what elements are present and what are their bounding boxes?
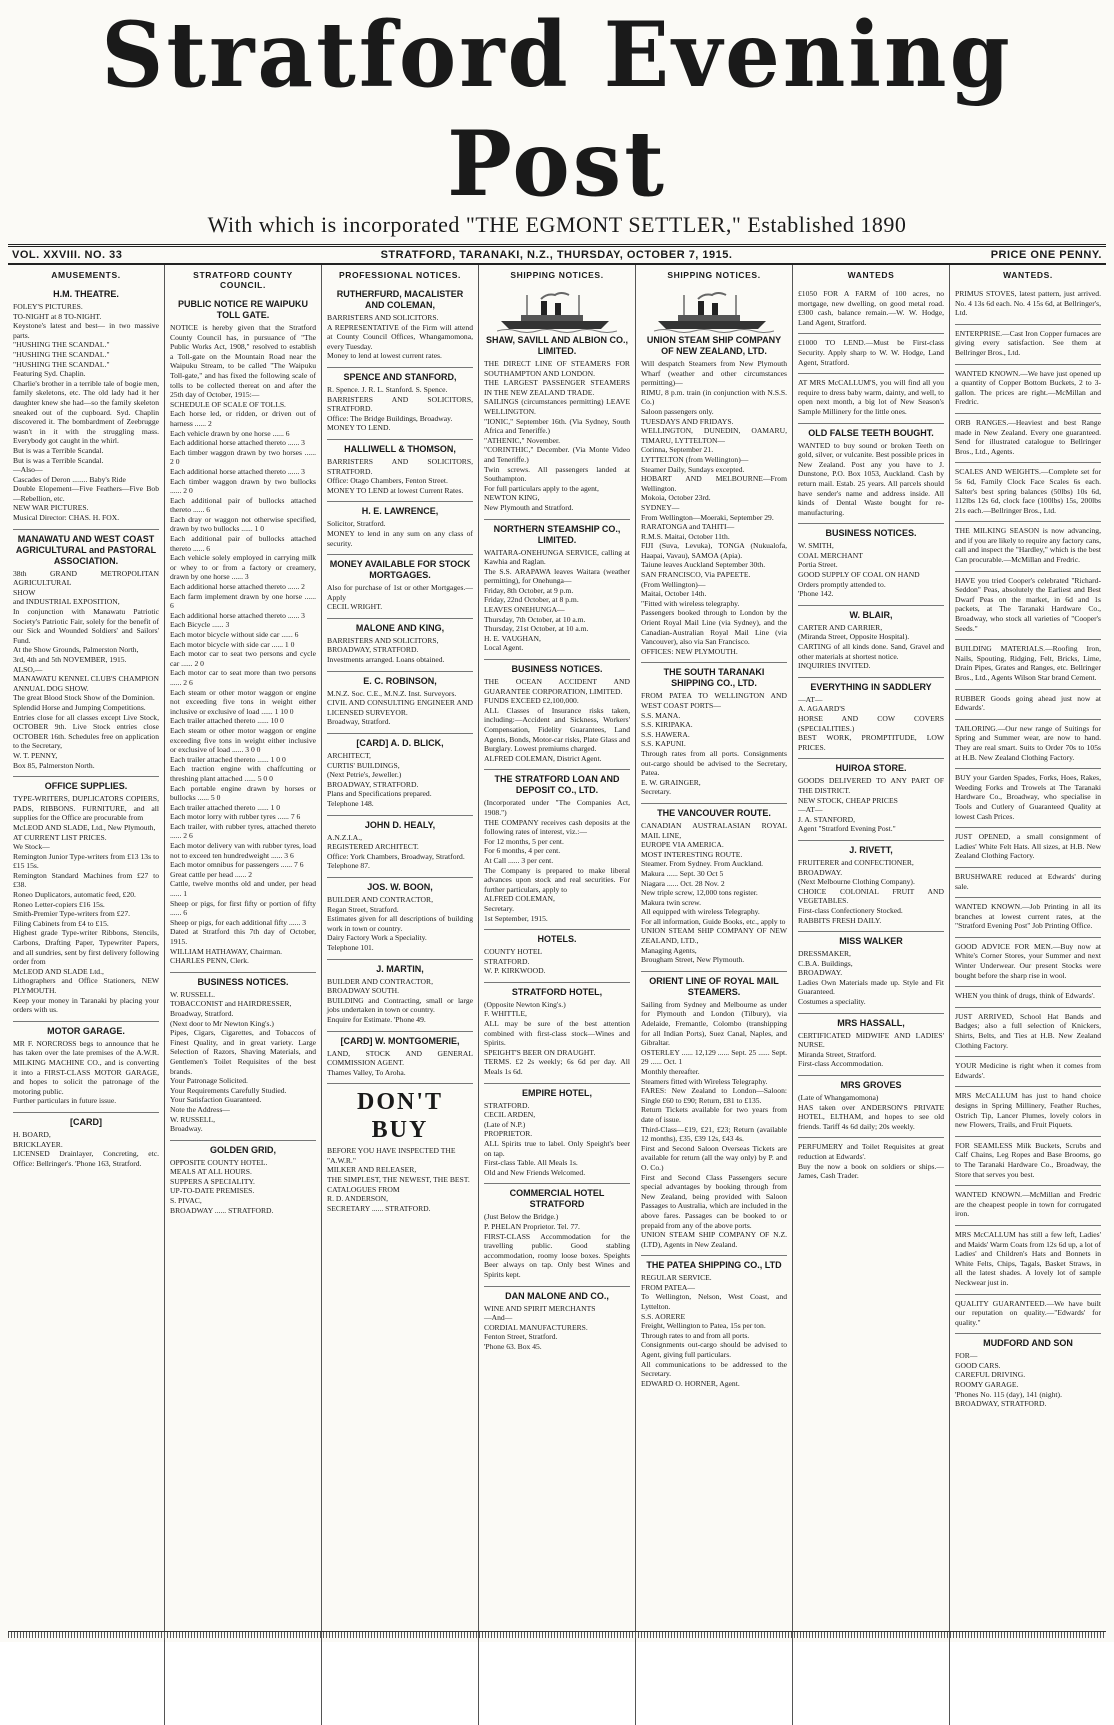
ad-title: PUBLIC NOTICE RE WAIPUKU TOLL GATE. [177,299,308,320]
ad-body: ORB RANGES.—Heaviest and best Range made in New Zealand. Every one guaranteed. Send for illustrated catalogue to Bellringer Bros., Ltd., Agents. [955,417,1101,456]
advertisement [327,1032,473,1085]
ad-title: COMMERCIAL HOTEL STRATFORD [509,1188,605,1210]
advertisement [798,678,944,760]
masthead [8,1,1106,238]
advertisement [327,878,473,960]
advertisement [955,828,1101,868]
ad-body: JUST OPENED, a small consignment of Ladies' White Felt Hats. All sizes, at H.B. New Zealand Clothing Factory. [955,832,1101,861]
ad-body: M.N.Z. Soc. C.E., M.N.Z. Inst. Surveyors. CIVIL AND CONSULTING ENGINEER AND LICENSED SURVEYOR. Broadway, Stratford. [327,688,473,727]
advertisement [955,325,1101,365]
column-heading: WANTEDS. [1003,270,1053,280]
column-7 [950,265,1106,1725]
advertisement [170,973,316,1141]
advertisement [641,663,787,804]
ad-title: HOTELS. [537,934,577,945]
advertisement [798,1014,944,1076]
ad-body: YOUR Medicine is right when it comes from Edwards'. [955,1061,1101,1080]
advertisement [955,1226,1101,1295]
ad-title: HALLIWELL & THOMSON, [344,443,456,454]
ad-title: HUIROA STORE. [835,763,907,774]
advertisement [955,522,1101,571]
ad-body: MRS McCALLUM has still a few left, Ladies' and Maids' Warm Coats from 12s 6d up, a lot of Ladies' and Children's Hats and Bonnets in White Felts, Chips, Tagals, Basket Straws, in all the latest shades. A lovely lot of sample Neckwear just in. [955,1229,1101,1287]
advertisement [955,690,1101,720]
ad-body: LAND, STOCK AND GENERAL COMMISSION AGENT. Thames Valley, To Aroha. [327,1048,473,1077]
ad-body: NOTICE is hereby given that the Stratford County Council has, in pursuance of "The Public Works Act, 1908," resolved to establish a Toll-gate on the Mountain Road near the Waipuku Stream, to be called "The Waipuku Toll-gate," and has fixed the following scale of tolls to be collected thereat on and after the 25th day of October, 1915:— SCHEDULE OF SCALE OF TOLLS. Each horse led, or ridden, or driven out of harness ...... 2 Each vehicle drawn by one horse ...... 6 Each additional horse attached thereto ...... 3 Each timber waggon drawn by two horses ...... 2 0 Each additional horse attached thereto ...... 3 Each timber waggon drawn by two bullocks ...... 2 0 Each additional pair of bullocks attached thereto ...... 6 Each dray or waggon not otherwise specified, drawn by two bullocks ...... 1 0 Each additional pair of bullocks attached thereto ...... 6 Each vehicle solely employed in carrying milk or whey to or from a factory or creamery, drawn by one horse ...... 3 Each additional horse attached thereto ...... 2 Each farm implement drawn by one horse ...... 6 Each additional horse attached thereto ...... 3 Each Bicycle ...... 3 Each motor bicycle without side car ...... 6 Each motor bicycle with side car ...... 1 0 Each motor car to seat two persons and cycle car ...... 2 0 Each motor car to seat more than two persons ...... 2 6 Each steam or other motor waggon or engine not exceeding five tons in weight either inclusive or exclusive of load ...... 1 10 0 Each trailer attached thereto ...... 10 0 Each steam or other motor waggon or engine exceeding five tons in weight either inclusive or exclusive of load ...... 3 0 0 Each trailer attached thereto ...... 1 0 0 Each traction engine with chaffcutting or threshing plant attached ...... 5 0 0 Each portable engine drawn by horses or bullocks ...... 5 0 Each trailer attached thereto ...... 1 0 Each motor lorry with rubber tyres ...... 7 6 Each trailer, with rubber tyres, attached thereto ...... 2 6 Each motor delivery van with rubber tyres, load not to exceed ten hundredweight ...... 3 6 Each motor omnibus for passengers ...... 7 6 Great cattle per head ...... 2 Cattle, twelve months old and under, per head ...... 1 Sheep or pigs, for first fifty or portion of fifty ...... 6 Sheep or pigs, for each additional fifty ...... 3 Dated at Stratford this 7th day of October, 1915. WILLIAM HATHAWAY, Chairman. CHARLES PENN, Clerk. [170,323,316,966]
advertisement [798,524,944,606]
ad-title: BUSINESS NOTICES. [511,664,603,675]
ad-body: BEFORE YOU HAVE INSPECTED THE "A.W.R." MILKER AND RELEASER, THE SIMPLEST, THE NEWEST, THE BEST. CATALOGUES FROM R. D. ANDERSON, SECRETARY ...... STRATFORD. [327,1146,470,1213]
ad-title: NORTHERN STEAMSHIP CO., LIMITED. [493,523,621,545]
advertisement [798,424,944,525]
ad-title: E. C. ROBINSON, [363,675,437,686]
ad-title: OLD FALSE TEETH BOUGHT. [808,427,934,438]
advertisement [484,1084,630,1185]
ad-body: WANTED KNOWN.—Job Printing in all its branches at lowest current rates, at the "Stratford Evening Post" Job Printing Office. [955,902,1101,931]
ad-body: MR F. NORCROSS begs to announce that he has taken over the late premises of the A.W.R. MILKING MACHINE CO., and is converting it into a FIRST-CLASS MOTOR GARAGE, and hopes to solicit the patronage of the motoring public. Further particulars in future issue. [13,1038,159,1106]
advertisement [327,619,473,672]
ad-body: WANTED to buy sound or broken Teeth on gold, silver, or vulcanite. Best possible prices in New Zealand. Post any you have to J. Dunstone, P.O. Box 1053, Auckland. Cash by return mail. Estab. 25 years. All parcels should have sender's name and address inside. All kinds of Dental Waste bought for re-manufacturing. [798,440,944,517]
ad-body: MRS McCALLUM has just to hand choice designs in Spring Millinery, Feather Ruches, Ostrich Tip, Lancer Plumes, lovely colors in new Flowers, Trails, and Fruit Piquets. [955,1091,1101,1130]
advertisement [955,365,1101,414]
ad-body: RUBBER Goods going ahead just now at Edwards'. [955,693,1101,713]
ad-title: [CARD] W. MONTGOMERIE, [340,1035,460,1046]
price: PRICE ONE PENNY. [990,249,1102,261]
advertisement [955,987,1101,1008]
newspaper-title: Stratford Evening Post [101,1,1013,218]
ad-body: W. SMITH, COAL MERCHANT Portia Street. GOOD SUPPLY OF COAL ON HAND Orders promptly attended to. 'Phone 142. [798,541,920,599]
advertisement [955,285,1101,325]
ad-body: CERTIFICATED MIDWIFE AND LADIES' NURSE. Miranda Street, Stratford. First-class Accommodation. [798,1030,944,1069]
ad-title: MALONE AND KING, [355,622,445,633]
ad-title: MUDFORD AND SON [983,1338,1073,1349]
advertisement [955,1008,1101,1057]
advertisement [955,1137,1101,1186]
ad-body: Also for purchase of 1st or other Mortgages.—Apply CECIL WRIGHT. [327,583,473,612]
ad-title: JOHN D. HEALY, [364,819,436,830]
advertisement [641,285,787,663]
ad-title: MRS HASSALL, [837,1017,905,1028]
ad-body: FRUITERER and CONFECTIONER, BROADWAY. (Next Melbourne Clothing Company). CHOICE COLONIAL FRUIT AND VEGETABLES. First-class Confectionery Stocked. RABBITS FRESH DAILY. [798,857,944,925]
ad-body: BARRISTERS AND SOLICITORS, STRATFORD. Office: Otago Chambers, Fenton Street. MONEY TO LEND at lowest Current Rates. [327,456,473,495]
columns [8,265,1106,1725]
advertisement [327,734,473,816]
ad-body: WINE AND SPIRIT MERCHANTS —And— CORDIAL MANUFACTURERS. Fenton Street, Stratford. 'Phone 63. Box 45. [484,1303,596,1351]
column-5 [636,265,793,1725]
ad-body: WANTED KNOWN.—We have just opened up a quantity of Copper Bottom Buckets, 2 to 3-gallon. The prices are right.—McMillan and Fredric. [955,368,1101,407]
ad-body: HAVE you tried Cooper's celebrated "Richard-Seddon" Peas, absolutely the Earliest and Best Dwarf Peas on the market, in 6d and 1s packets, at The Taranaki Hardware Co., Broadway, who stock all varieties of "Cooper's Seeds." [955,575,1101,633]
ad-body: £1000 TO LEND.—Must be First-class Security. Apply sharp to W. W. Hodge, Land Agent, Stratford. [798,338,944,367]
advertisement [798,932,944,1014]
ad-body: BUILDING MATERIALS.—Roofing Iron, Nails, Spouting, Ridging, Felt, Bricks, Lime, Drain Pipes, Grates and Ranges, etc. Bellringer Bros., Ltd., Agents Wilson Star brand Cement. [955,644,1101,682]
ad-body: OPPOSITE COUNTY HOTEL. MEALS AT ALL HOURS. SUPPERS A SPECIALITY. UP-TO-DATE PREMISES. S. PIVAC, BROADWAY ...... STRATFORD. [170,1157,274,1215]
advertisement [955,572,1101,641]
advertisement [955,1186,1101,1226]
ad-body: GOOD ADVICE FOR MEN.—Buy now at White's Corner Stores, your Summer and next Winter Underwear. Our present Stocks were bought before the sharp rise in wool. [955,941,1101,980]
advertisement [484,520,630,661]
ad-title: JOS. W. BOON, [367,881,433,892]
advertisement [955,898,1101,938]
ad-body: Sailing from Sydney and Melbourne as under for Plymouth and London (Tilbury), via Adelaide, Fremantle, Colombo (transhipping for all Indian Ports), Suez Canal, Naples, and Gibraltar. OSTERLEY ...... 12,129 ...... Sept. 25 ...... Sept. 29 ...... Oct. 1 Monthly thereafter. Steamers fitted with Wireless Telegraphy. FARES: New Zealand to London—Saloon: Single £60 to £90; Return, £81 to £135. Return Tickets available for two years from date of issue. Third-Class—£19, £21, £23; Return (available 12 months), £35, £39 12s, £43 4s. First and Second Saloon Overseas Tickets are available for return (all the way only) by P. and O. Co.) First and Second Class Passengers secure special advantages by booking through from New Zealand, being provided with Saloon Passages to Australia, which are included in the above fares. Passages can be booked to or prepaid from any of the above ports. UNION STEAM SHIP COMPANY OF N.Z. (LTD), Agents in New Zealand. [641,999,787,1249]
ad-title: MOTOR GARAGE. [47,1025,125,1036]
advertisement [798,759,944,841]
ad-title: MISS WALKER [839,936,903,947]
ad-title: SPENCE AND STANFORD, [343,371,457,382]
ad-title: EVERYTHING IN SADDLERY [810,681,932,692]
ad-body: A.N.Z.I.A., REGISTERED ARCHITECT. Office: York Chambers, Broadway, Stratford. Telephone 87. [327,832,465,871]
ad-body: BUILDER AND CONTRACTOR, BROADWAY SOUTH. BUILDING and Contracting, small or large jobs undertaken in town or country. Enquire for Estimate. 'Phone 49. [327,976,473,1024]
advertisement [327,368,473,440]
ad-title: H. E. LAWRENCE, [361,506,439,517]
advertisement [955,938,1101,987]
ad-body: (Late of Whangamomona) HAS taken over ANDERSON'S PRIVATE HOTEL, ELTHAM, and hopes to see old friends. Tariff 4s 6d daily; 20s weekly. [798,1093,944,1131]
ad-body: ENTERPRISE.—Cast Iron Copper furnaces are giving every satisfaction. See them at Bellringer Bros., Ltd. [955,328,1101,357]
ad-body: FROM PATEA TO WELLINGTON AND WEST COAST PORTS— S.S. MANA. S.S. KIRIPAKA. S.S. HAWERA. S.S. KAPUNI. Through rates from all ports. Consignments out-cargo should be advised to the Secretary, Patea. E. W. GRAINGER, Secretary. [641,691,787,797]
advertisement [484,983,630,1084]
ad-title: MRS GROVES [840,1080,902,1091]
ad-body: (Opposite Newton King's.) F. WHITTLE, ALL may be sure of the best attention combined with first-class stock—Wines and Spirits. SPEIGHT'S BEER ON DRAUGHT. TERMS. £2 2s weekly; 6s 6d per day. All Meals 1s 6d. [484,999,630,1077]
ad-title: RUTHERFURD, MACALISTER AND COLEMAN, [336,289,464,310]
advertisement [13,1113,159,1174]
advertisement [327,502,473,555]
ad-title: DON'T BUY [356,1089,443,1144]
advertisement [327,440,473,502]
advertisement [484,930,630,983]
ad-body: CANADIAN AUSTRALASIAN ROYAL MAIL LINE, EUROPE VIA AMERICA. MOST INTERESTING ROUTE. Steamer. From Sydney. From Auckland. Makura ...... Sept. 30 Oct 5 Niagara ...... Oct. 28 Nov. 2 New triple screw, 12,000 tons register. Makura twin screw. All equipped with wireless Telegraphy. For all information, Guide Books, etc., apply to UNION STEAM SHIP COMPANY OF NEW ZEALAND, LTD., Managing Agents, Brougham Street, New Plymouth. [641,820,787,965]
ad-title: H.M. THEATRE. [53,289,119,299]
advertisement [798,841,944,932]
advertisement [641,804,787,972]
ad-title: MONEY AVAILABLE FOR STOCK MORTGAGES. [329,559,471,581]
ad-body: JUST ARRIVED, School Hat Bands and Badges; also a full selection of Knickers, Shirts, Belts, and Ties at H.B. New Zealand Clothing Factory. [955,1011,1101,1050]
newspaper-subtitle: With which is incorporated "THE EGMONT SETTLER," Established 1890 [207,212,907,237]
ad-body: BUY your Garden Spades, Forks, Hoes, Rakes, Weeding Forks and Trowels at The Taranaki Hardware Co., Broadway, who specialise in Tools and Cutlery of Guaranteed Quality at lowest Cash Prices. [955,773,1101,821]
advertisement [484,1184,630,1286]
column-heading: WANTEDS [847,270,895,280]
ad-body: THE MILKING SEASON is now advancing, and if you are likely to require any factory cans, call and inspect the "Hardley," which is the best Can procurable.—McMillan and Fredric. [955,526,1101,565]
steamship-illustration [497,291,617,333]
advertisement [955,720,1101,769]
advertisement [13,1022,159,1113]
advertisement [484,770,630,930]
issue-date: STRATFORD, TARANAKI, N.Z., THURSDAY, OCTOBER 7, 1915. [380,249,733,261]
advertisement [484,660,630,770]
column-heading: STRATFORD COUNTY COUNCIL. [193,270,293,290]
column-heading: PROFESSIONAL NOTICES. [338,270,461,280]
ad-title: [CARD] [70,1116,102,1127]
advertisement [955,640,1101,689]
ad-body: CARTER AND CARRIER, (Miranda Street, Opposite Hospital). CARTING of all kinds done. Sand, Gravel and other materials at shortest notice. INQUIRIES INVITED. [798,622,944,671]
advertisement [955,1087,1101,1136]
column-2 [165,265,322,1725]
ad-body: (Incorporated under "The Companies Act, 1908.") THE COMPANY receives cash deposits at the following rates of interest, viz.:— For 12 months, 5 per cent. For 6 months, 4 per cent. At Call ...... 3 per cent. The Company is prepared to make liberal advances upon stock and real securities. For further particulars, apply to ALFRED COLEMAN, Secretary. 1st September, 1915. [484,798,630,923]
advertisement [798,1076,944,1138]
ad-title: BUSINESS NOTICES. [197,976,289,987]
advertisement [327,960,473,1032]
advertisement [13,285,159,530]
ad-body: THE DIRECT LINE OF STEAMERS FOR SOUTHAMPTON AND LONDON. THE LARGEST PASSENGER STEAMERS IN THE NEW ZEALAND TRADE. SAILINGS (circumstances permitting) LEAVE WELLINGTON. "IONIC," September 16th. (Via Sydney, South Africa and Teneriffe.) "ATHENIC," November. "CORINTHIC," December. (Via Monte Video and Teneriffe.) Twin screws. All passengers landed at Southampton. For full particulars apply to the agent, NEWTON KING, New Plymouth and Stratford. [484,359,630,512]
ad-body: PERFUMERY and Toilet Requisites at great reduction at Edwards'. Buy the now a book on soldiers or ships.—James, Cash Trader. [798,1142,944,1181]
advertisement [955,1057,1101,1087]
volume-number: VOL. XXVIII. NO. 33 [12,249,123,261]
ad-title: OFFICE SUPPLIES. [44,781,128,792]
column-6 [793,265,950,1725]
advertisement [327,555,473,619]
ad-body: QUALITY GUARANTEED.—We have built our reputation on quality.—"Edwards' for quality." [955,1298,1101,1327]
advertisement [955,1334,1101,1415]
ad-title: SHAW, SAVILL AND ALBION CO., LIMITED. [485,335,628,356]
column-4 [479,265,636,1725]
ad-body: GOODS DELIVERED TO ANY PART OF THE DISTRICT. NEW STOCK, CHEAP PRICES —AT— J. A. STANFORD, Agent "Stratford Evening Post." [798,776,944,834]
advertisement [13,777,159,1022]
advertisement [327,816,473,878]
ad-title: UNION STEAM SHIP COMPANY OF NEW ZEALAND, LTD. [646,335,782,356]
ad-body: WAITARA-ONEHUNGA SERVICE, calling at Kawhia and Raglan. The S.S. ARAPAWA leaves Waitara (weather permitting), for Onehunga— Friday, 8th October, at 9 p.m. Friday, 22nd October, at 8 p.m. LEAVES ONEHUNGA— Thursday, 7th October, at 10 a.m. Thursday, 21st October, at 10 a.m. H. E. VAUGHAN, Local Agent. [484,547,630,653]
ad-body: BRUSHWARE reduced at Edwards' during sale. [955,871,1101,891]
bottom-rule [8,1631,1106,1638]
ad-body: Will despatch Steamers from New Plymouth Wharf (weather and other circumstances permitting)— RIMU, 8 p.m. train (in conjunction with N.S.S. Co.) Saloon passengers only. TUESDAYS AND FRIDAYS. WELLINGTON, DUNEDIN, OAMARU, TIMARU, LYTTELTON— Corinna, September 21. LYTTELTON (from Wellington)— Steamer Daily, Sundays excepted. HOBART AND MELBOURNE—From Wellington. Mokoia, October 23rd. SYDNEY— From Wellington—Moeraki, September 29. RARATONGA and TAHITI— R.M.S. Maitai, October 11th. FIJI (Suva, Levuka), TONGA (Nukualofa, Haapai, Vavau), SAMOA (Apia). Taiune leaves Auckland September 30th. SAN FRANCISCO, Via PAPEETE. (From Wellington)— Maitai, October 14th. "Fitted with wireless telegraphy. Passengers booked through to London by the Orient Royal Mail Line (via Sydney), and the Canadian-Australian Royal Mail Line (via Vancouver), also via San Francisco. OFFICES: NEW PLYMOUTH. [641,359,787,656]
ad-title: DAN MALONE AND CO., [505,1290,609,1301]
ad-body: DRESSMAKER, C.B.A. Buildings, BROADWAY. Ladies Own Materials made up. Style and Fit Guaranteed. Costumes a speciality. [798,949,944,1007]
ad-body: R. Spence. J. R. L. Stanford. S. Spence. BARRISTERS AND SOLICITORS, STRATFORD. Office: The Bridge Buildings, Broadway. MONEY TO LEND. [327,384,473,433]
column-3 [322,265,479,1725]
ad-title: GOLDEN GRID, [209,1144,276,1155]
ad-body: (Just Below the Bridge.) P. PHELAN Proprietor. Tel. 77. FIRST-CLASS Accommodation for the travelling public. Good stabling accommodation, roomy loose boxes. Speights Beer always on tap. Only best Wines and Spirits kept. [484,1212,630,1279]
ad-title: THE PATEA SHIPPING CO., LTD [646,1260,782,1271]
advertisement [798,606,944,678]
ad-body: W. RUSSELL. TOBACCONIST and HAIRDRESSER, Broadway, Stratford. (Next door to Mr Newton King's.) Pipes, Cigars, Cigarettes, and Tobaccos of Finest Quality, and in great variety. Large Selection of Razors, Shaving Materials, and Gentlemen's Toilet Requisites of the best brands. Your Patronage Solicited. Your Requirements Carefully Studied. Your Satisfaction Guaranteed. Note the Address— W. RUSSELL, Broadway. [170,989,316,1134]
ad-title: STRATFORD HOTEL, [511,986,603,997]
ad-body: H. BOARD, BRICKLAYER. LICENSED Drainlayer, Concreting, etc. Office: Bellringer's. 'Phone 163, Stratford. [13,1129,159,1168]
ad-body: £1050 FOR A FARM of 100 acres, no mortgage, new dwelling, on good metal road. £300 cash, balance remain.—W. W. Hodge, Land Agent, Stratford. [798,289,944,327]
advertisement [327,672,473,734]
ad-body: THE OCEAN ACCIDENT AND GUARANTEE CORPORATION, LIMITED. FUNDS EXCEED £2,100,000. ALL Classes of Insurance risks taken, including:—Accident and Sickness, Workers' Compensation, Fidelity Guarantees, Land Agents, Bonds, Motor-car risks, Plate Glass and Burglary. Lowest premiums charged. ALFRED COLEMAN, District Agent. [484,677,631,763]
advertisement [641,1256,787,1394]
dateline [8,244,1106,265]
advertisement [798,285,944,334]
ad-body: BUILDER AND CONTRACTOR, Regan Street, Stratford. Estimates given for all descriptions of building work in town or country. Dairy Factory Work a Speciality. Telephone 101. [327,894,473,952]
ad-body: ARCHITECT, CURTIS' BUILDINGS, (Next Petrie's, Jeweller.) BROADWAY, STRATFORD. Plans and Specifications prepared. Telephone 148. [327,751,432,808]
ad-body: WANTED KNOWN.—McMillan and Fredric are the cheapest people in town for corrugated iron. [955,1190,1101,1219]
steamship-illustration [654,291,774,333]
ad-title: J. MARTIN, [376,963,424,974]
advertisement [955,1295,1101,1335]
ad-title: MANAWATU AND WEST COAST AGRICULTURAL and PASTORAL ASSOCIATION. [15,533,157,566]
ad-body: 38th GRAND METROPOLITAN AGRICULTURAL SHOW and INDUSTRIAL EXPOSITION, In conjunction with Manawatu Patriotic Society's Patriotic Fair, solely for the benefit of our Sick and Wounded Soldiers' and Sailors' Fund. At the Show Grounds, Palmerston North, 3rd, 4th and 5th NOVEMBER, 1915. ALSO,— MANAWATU KENNEL CLUB'S CHAMPION ANNUAL DOG SHOW. The great Blood Stock Show of the Dominion. Splendid Horse and Jumping Competitions. Entries close for all classes except Live Stock, OCTOBER 9th. Live Stock entries close OCTOBER 16th. Schedules free on application to the Secretary, W. T. PENNY, Box 85, Palmerston North. [13,568,159,770]
ad-title: J. RIVETT, [849,844,893,855]
ad-title: [CARD] A. D. BLICK, [356,738,444,749]
column-1 [8,265,165,1725]
ad-body: FOLEY'S PICTURES. TO-NIGHT at 8 TO-NIGHT. Keystone's latest and best— in two massive parts. "HUSHING THE SCANDAL." "HUSHING THE SCANDAL." "HUSHING THE SCANDAL." Featuring Syd. Chaplin. Charlie's brother in a terrible tale of bogie men, family skeletons, etc. The old lady had it her daughter knew she had—so the family skeleton sneaked out of the cupboard. Syd. Chaplin discovered it. The bombardment of Zeebrugge wasn't in it with the struggling mass. Everybody got caught in the whirl. But is was a Terrible Scandal. But is was a Terrible Scandal. —Also— Cascades of Deron ........ Baby's Ride Double Elopement—Five Feathers—Five Bob—Rebellion, etc. NEW WAR PICTURES. Musical Director: CHAS. H. FOX. [13,302,159,523]
column-heading: AMUSEMENTS. [51,270,121,280]
ad-body: Solicitor, Stratford. MONEY to lend in any sum on any class of security. [327,519,473,548]
ad-body: —AT— A. AGAARD'S HORSE AND COW COVERS (SPECIALITIES.) BEST WORK, PROMPTITUDE, LOW PRICES. [798,694,944,752]
ad-body: COUNTY HOTEL STRATFORD. W. P. KIRKWOOD. [484,947,546,976]
advertisement [955,463,1101,522]
ad-body: FOR SEAMLESS Milk Buckets, Scrubs and Calf Chains, Leg Ropes and Base Brooms, go to The Taranaki Hardware Co., Broadway, the Store that serves you best. [955,1140,1101,1179]
ad-title: W. BLAIR, [849,609,893,620]
ad-body: BARRISTERS AND SOLICITORS, BROADWAY, STRATFORD. Investments arranged. Loans obtained. [327,635,445,665]
advertisement [484,1287,630,1358]
ad-title: THE VANCOUVER ROUTE. [657,807,771,818]
column-heading: SHIPPING NOTICES. [667,270,761,280]
ad-body: BARRISTERS AND SOLICITORS. A REPRESENTATIVE of the Firm will attend at County Council Offices, Whangamomona, every Tuesday. Money to lend at lowest current rates. [327,313,473,361]
ad-title: EMPIRE HOTEL, [521,1087,592,1098]
ad-title: ORIENT LINE OF ROYAL MAIL STEAMERS. [649,975,779,997]
advertisement [798,334,944,374]
ad-body: AT MRS McCALLUM'S, you will find all you require to dress baby warm, dainty, and well, to open next month, a big lot of New Season's Sample Millinery for the little ones. [798,378,944,416]
ad-body: TYPE-WRITERS, DUPLICATORS COPIERS, PADS, RIBBONS. FURNITURE, and all supplies for the Office are procurable from McLEOD AND SLADE, Ltd., New Plymouth, AT CURRENT LIST PRICES. We Stock— Remington Junior Type-writers from £13 13s to £15 15s. Remington Standard Machines from £27 to £38. Roneo Duplicators, automatic feed, £20. Roneo Letter-copiers £16 15s. Smith-Premier Type-writers from £27. Filing Cabinets from £4 to £15. Highest grade Type-writer Ribbons, Stencils, Carbons, Drafting Paper, Typewriter Papers, and all sundries, sent by first delivery following order from McLEOD AND SLADE Ltd., Lithographers and Office Stationers, NEW PLYMOUTH. Keep your money in Taranaki by placing your orders with us. [13,794,159,1015]
ad-body: TAILORING.—Our new range of Suitings for Spring and Summer wear, are now to hand. They are real smart. Suits to Order 70s to 105s at H.B. New Zealand Clothing Factory. [955,723,1101,762]
advertisement [798,374,944,423]
advertisement [327,1084,473,1219]
advertisement [327,285,473,368]
ad-body: FOR— GOOD CARS. CAREFUL DRIVING. ROOMY GARAGE. 'Phones No. 115 (day), 141 (night). BROADWAY, STRATFORD. [955,1351,1062,1409]
advertisement [798,1138,944,1186]
ad-body: SCALES AND WEIGHTS.—Complete set for 5s 6d, Family Clock Face Scales 6s each. Salter's best spring balances (50lbs) 10s 6d, 112lbs 12s 6d, clock face (100lbs) 15s, 200lbs 21s each.—Bellringer Bros., Ltd. [955,467,1101,515]
advertisement [484,285,630,520]
advertisement [170,1141,316,1222]
advertisement [13,530,159,777]
ad-title: THE SOUTH TARANAKI SHIPPING CO., LTD. [663,667,765,689]
ad-body: STRATFORD. CECIL ARDEN, (Late of N.P.) PROPRIETOR. ALL Spirits true to label. Only Speight's beer on tap. First-class Table. All Meals 1s. Old and New Friends Welcomed. [484,1100,630,1177]
advertisement [170,295,316,973]
ad-body: WHEN you think of drugs, think of Edwards'. [955,991,1095,1001]
advertisement [955,414,1101,463]
ad-body: REGULAR SERVICE. FROM PATEA— To Wellington, Nelson, West Coast, and Lyttelton. S.S. AORERE Freight, Wellington to Patea, 15s per ton. Through rates to and from all ports. Consignments out-cargo should be advised to Agent, giving full particulars. All communications to be addressed to the Secretary. EDWARD O. HORNER, Agent. [641,1273,787,1388]
ad-title: BUSINESS NOTICES. [825,528,917,539]
ad-body: PRIMUS STOVES, latest pattern, just arrived. No. 4 13s 6d each. No. 4 15s 6d, at Bellringer's, Ltd. [955,289,1101,318]
advertisement [955,868,1101,898]
advertisement [955,769,1101,828]
column-heading: SHIPPING NOTICES. [510,270,604,280]
advertisement [641,972,787,1256]
ad-title: THE STRATFORD LOAN AND DEPOSIT CO., LTD. [494,774,620,796]
